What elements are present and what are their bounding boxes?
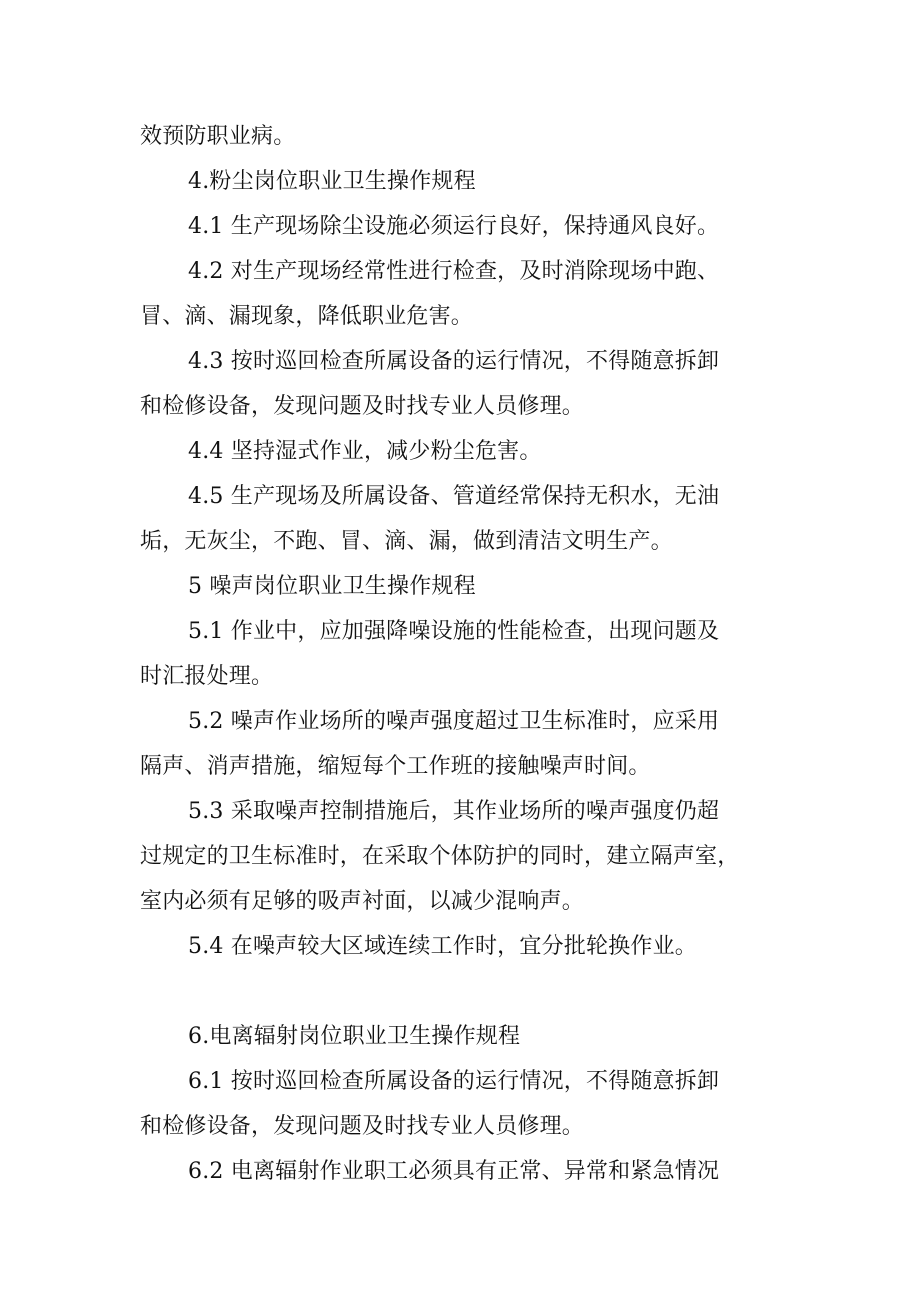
text-line: 垢，无灰尘，不跑、冒、滴、漏，做到清洁文明生产。 xyxy=(140,529,673,554)
text-line: 6.1 按时巡回检查所属设备的运行情况，不得随意拆卸 xyxy=(188,1069,720,1094)
text-line: 过规定的卫生标准时，在采取个体防护的同时，建立隔声室， xyxy=(140,844,740,869)
text-line: 5.2 噪声作业场所的噪声强度超过卫生标准时，应采用 xyxy=(188,709,720,734)
text-line: 4.4 坚持湿式作业，减少粉尘危害。 xyxy=(188,439,542,464)
section-heading: 6.电离辐射岗位职业卫生操作规程 xyxy=(188,1024,521,1049)
text-line: 4.5 生产现场及所属设备、管道经常保持无积水，无油 xyxy=(188,484,720,509)
text-line: 5.3 采取噪声控制措施后，其作业场所的噪声强度仍超 xyxy=(188,799,720,824)
section-heading: 5 噪声岗位职业卫生操作规程 xyxy=(188,574,476,599)
text-line: 效预防职业病。 xyxy=(140,124,296,149)
text-line: 4.1 生产现场除尘设施必须运行良好，保持通风良好。 xyxy=(188,214,720,239)
text-line: 4.3 按时巡回检查所属设备的运行情况，不得随意拆卸 xyxy=(188,349,720,374)
text-line: 和检修设备，发现问题及时找专业人员修理。 xyxy=(140,394,585,419)
text-line: 室内必须有足够的吸声衬面，以减少混响声。 xyxy=(140,889,585,914)
text-line: 冒、滴、漏现象，降低职业危害。 xyxy=(140,304,474,329)
text-line: 隔声、消声措施，缩短每个工作班的接触噪声时间。 xyxy=(140,754,651,779)
section-heading: 4.粉尘岗位职业卫生操作规程 xyxy=(188,169,476,194)
text-line: 4.2 对生产现场经常性进行检查，及时消除现场中跑、 xyxy=(188,259,720,284)
text-line: 和检修设备，发现问题及时找专业人员修理。 xyxy=(140,1114,585,1139)
text-line: 5.4 在噪声较大区域连续工作时，宜分批轮换作业。 xyxy=(188,934,697,959)
text-line: 5.1 作业中，应加强降噪设施的性能检查，出现问题及 xyxy=(188,619,720,644)
text-line: 时汇报处理。 xyxy=(140,664,274,689)
text-line: 6.2 电离辐射作业职工必须具有正常、异常和紧急情况 xyxy=(188,1159,720,1184)
